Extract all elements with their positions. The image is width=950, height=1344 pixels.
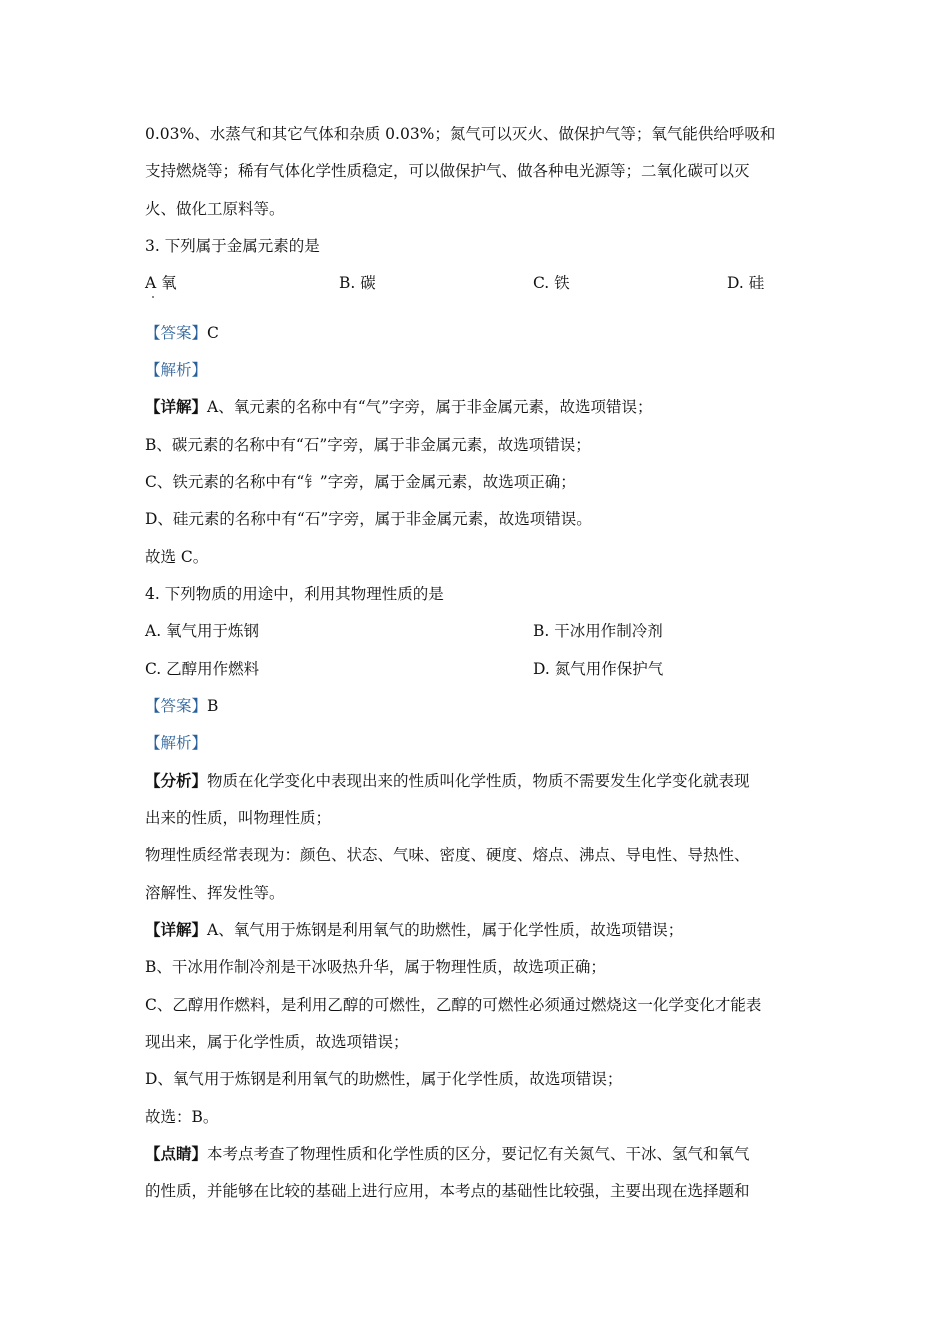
question-4-stem: 4. 下列物质的用途中，利用其物理性质的是 (145, 585, 444, 603)
q3-option-a: A 氧 (145, 274, 177, 292)
q3-analysis-heading (145, 360, 207, 380)
q3-answer (145, 323, 219, 343)
q4-option-d: D. 氮气用作保护气 (533, 660, 664, 678)
q3-option-b: B. 碳 (339, 274, 376, 292)
q4-conclusion: 故选：B。 (145, 1108, 219, 1126)
q4-option-b: B. 干冰用作制冷剂 (533, 622, 663, 640)
q4-analysis-line-2: 出来的性质，叫物理性质； (145, 809, 332, 827)
q4-analysis-line-3: 物理性质经常表现为：颜色、状态、气味、密度、硬度、熔点、沸点、导电性、导热性、 (145, 846, 750, 864)
q4-analysis-line-1 (145, 771, 750, 791)
analysis-head-tag: 【分析】 (145, 771, 208, 790)
analysis-tag: 【解析】 (145, 734, 208, 752)
question-3-stem: 3. 下列属于金属元素的是 (145, 237, 320, 255)
answer-tag: 【答案】 (145, 697, 208, 715)
q3-detail-line-1 (145, 397, 653, 417)
detail-tag: 【详解】 (145, 397, 208, 416)
q3-detail-line-4: D、硅元素的名称中有“石”字旁，属于非金属元素，故选项错误。 (145, 510, 592, 528)
q4-comment-line-2: 的性质，并能够在比较的基础上进行应用，本考点的基础性比较强，主要出现在选择题和 (145, 1182, 750, 1200)
intro-line-1: 0.03%、水蒸气和其它气体和杂质 0.03%；氮气可以灭火、做保护气等；氧气能供给呼吸和 (145, 125, 776, 143)
q4-detail-line-1 (145, 920, 683, 940)
q3-detail-line-3: C、铁元素的名称中有“钅”字旁，属于金属元素，故选项正确； (145, 473, 576, 491)
detail-text: A、氧气用于炼钢是利用氧气的助燃性，属于化学性质，故选项错误； (207, 921, 684, 939)
q3-option-c: C. 铁 (533, 274, 570, 292)
q4-option-a: A. 氧气用于炼钢 (145, 622, 260, 640)
comment-tag: 【点睛】 (145, 1144, 208, 1163)
q4-analysis-heading (145, 733, 207, 753)
q4-detail-line-4: 现出来，属于化学性质，故选项错误； (145, 1033, 409, 1051)
intro-line-2: 支持燃烧等；稀有气体化学性质稳定，可以做保护气、做各种电光源等；二氧化碳可以灭 (145, 162, 750, 180)
q4-option-c: C. 乙醇用作燃料 (145, 660, 260, 678)
stray-mark (152, 296, 154, 298)
q4-detail-line-5: D、氧气用于炼钢是利用氧气的助燃性，属于化学性质，故选项错误； (145, 1070, 623, 1088)
q4-detail-line-2: B、干冰用作制冷剂是干冰吸热升华，属于物理性质，故选项正确； (145, 958, 606, 976)
analysis-tag: 【解析】 (145, 361, 208, 379)
q3-conclusion: 故选 C。 (145, 548, 209, 566)
answer-tag: 【答案】 (145, 324, 208, 342)
q3-option-d: D. 硅 (727, 274, 765, 292)
answer-value: B (207, 697, 219, 715)
comment-text: 本考点考查了物理性质和化学性质的区分，要记忆有关氮气、干冰、氢气和氧气 (207, 1145, 750, 1163)
q4-comment-line-1 (145, 1144, 750, 1164)
intro-line-3: 火、做化工原料等。 (145, 200, 285, 218)
answer-value: C (207, 324, 219, 342)
q4-answer (145, 696, 218, 716)
analysis-text: 物质在化学变化中表现出来的性质叫化学性质，物质不需要发生化学变化就表现 (207, 772, 750, 790)
q4-analysis-line-4: 溶解性、挥发性等。 (145, 884, 285, 902)
detail-tag: 【详解】 (145, 920, 208, 939)
q3-detail-line-2: B、碳元素的名称中有“石”字旁，属于非金属元素，故选项错误； (145, 436, 591, 454)
detail-text: A、氧元素的名称中有“气”字旁，属于非金属元素，故选项错误； (207, 398, 653, 416)
q4-detail-line-3: C、乙醇用作燃料，是利用乙醇的可燃性，乙醇的可燃性必须通过燃烧这一化学变化才能表 (145, 996, 762, 1014)
